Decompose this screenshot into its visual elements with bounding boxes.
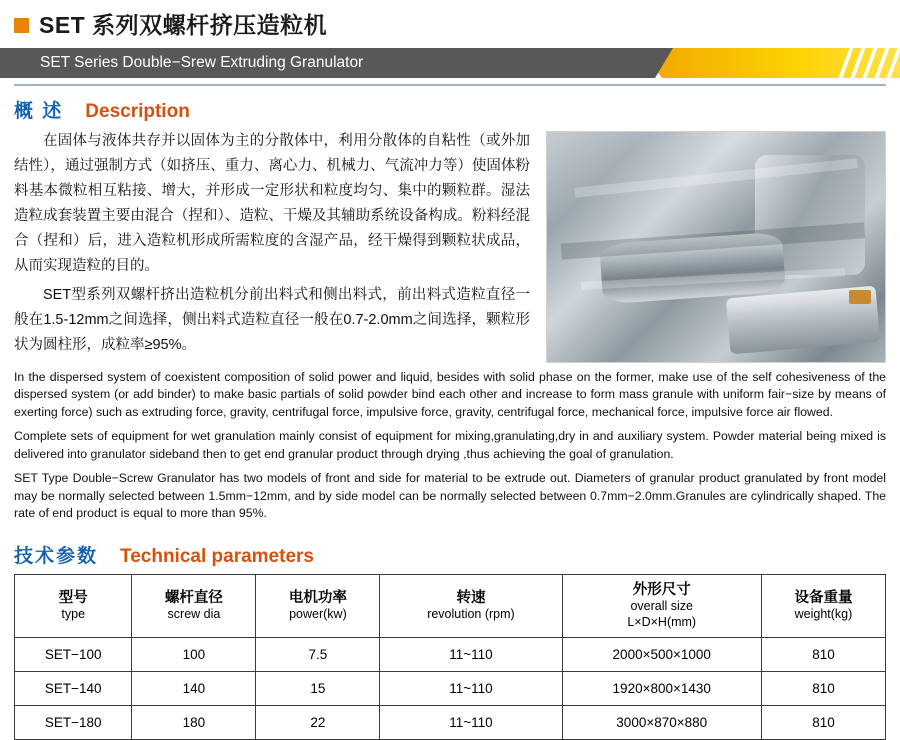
header-en-weight: weight(kg) xyxy=(794,606,853,621)
header-cn-weight: 设备重量 xyxy=(794,589,853,606)
cell-type: SET−100 xyxy=(15,637,132,671)
table-header-cell-type xyxy=(15,574,132,637)
header-cn-overall-size: 外形尺寸 xyxy=(632,581,691,598)
product-photo xyxy=(546,131,886,363)
header-en-type: type xyxy=(61,606,86,621)
table-header-cell-revolution xyxy=(380,574,562,637)
parameters-table xyxy=(14,574,886,740)
header-cn-type: 型号 xyxy=(58,589,88,606)
description-block xyxy=(0,129,900,357)
cell-screw-dia: 140 xyxy=(132,671,256,705)
table-header-row xyxy=(15,574,886,637)
header-stripes-decoration xyxy=(836,48,900,78)
header-cn-screw-dia: 螺杆直径 xyxy=(164,589,223,606)
section-title-parameters-cn: 技术参数 xyxy=(14,545,99,567)
table-row xyxy=(15,671,886,705)
description-english-block xyxy=(0,361,900,522)
cell-revolution: 11~110 xyxy=(380,637,562,671)
header-subtitle: SET Series Double−Srew Extruding Granulator xyxy=(0,48,655,78)
page-title: SET 系列双螺杆挤压造粒机 xyxy=(39,11,328,38)
section-title-description-en: Description xyxy=(85,101,190,122)
header-en2-overall-size: L×D×H(mm) xyxy=(627,614,697,629)
cell-revolution: 11~110 xyxy=(380,705,562,739)
cell-type: SET−180 xyxy=(15,705,132,739)
header-underline xyxy=(14,84,886,86)
table-header-cell-screw-dia xyxy=(132,574,256,637)
description-en-paragraph-2: Complete sets of equipment for wet granulation mainly consist of equipment for mixing,granulating,dry in and auxiliary system. Powder material being mixed is delivered into granulator sideband then to get end granular product through drying ,thus achieving the goal of granulation. xyxy=(14,429,886,461)
section-title-parameters xyxy=(14,541,900,568)
table-header-cell-weight xyxy=(761,574,885,637)
section-title-description-cn: 概 述 xyxy=(14,101,64,122)
cell-power: 7.5 xyxy=(256,637,380,671)
header-en-screw-dia: screw dia xyxy=(167,606,221,621)
header-cn-power: 电机功率 xyxy=(288,589,347,606)
page-header xyxy=(0,0,900,78)
photo-label-tag xyxy=(849,290,871,304)
cell-weight: 810 xyxy=(761,671,885,705)
cell-overall-size: 3000×870×880 xyxy=(562,705,761,739)
cell-type: SET−140 xyxy=(15,671,132,705)
cell-revolution: 11~110 xyxy=(380,671,562,705)
description-cn-paragraph-1: 在固体与液体共存并以固体为主的分散体中，利用分散体的自粘性（或外加结性），通过强制方式（如挤压、重力、离心力、机械力、气流冲力等）使固体粉料基本微粒相互粘接、增大，并形成一定形状和粒度均匀、集中的颗粒群。湿法造粒成套装置主要由混合（捏和）、造粒、干燥及其辅助系统设备构成。粉料经混合（捏和）后，进入造粒机形成所需粒度的含湿产品，经干燥得到颗粒状成品，从而实现造粒的目的。 xyxy=(14,133,530,274)
table-header-cell-overall-size xyxy=(562,574,761,637)
header-en-revolution: revolution (rpm) xyxy=(427,606,515,621)
cell-power: 22 xyxy=(256,705,380,739)
parameters-table-wrap xyxy=(0,574,900,740)
table-header-cell-power xyxy=(256,574,380,637)
description-cn-paragraph-2: SET型系列双螺杆挤出造粒机分前出料式和侧出料式，前出料式造粒直径一般在1.5-12mm之间选择，侧出料式造粒直径一般在0.7-2.0mm之间选择，颗粒形状为圆柱形，成粒率≥95%。 xyxy=(14,286,530,353)
cell-screw-dia: 180 xyxy=(132,705,256,739)
description-en-paragraph-1: In the dispersed system of coexistent composition of solid power and liquid, besides with solid phase on the former, make use of the self cohesiveness of the dispersed system (or add binder) to make basic partials of solid powder bind each other and increase to form mass granule with uniform fair−size by means of exerting force) such as extruding force, gravity, centrifugal force, impulsive force, gravity, centrifugal force, mechanical force, impulsive force air flowed. xyxy=(14,370,886,419)
cell-overall-size: 2000×500×1000 xyxy=(562,637,761,671)
header-en-overall-size: overall size xyxy=(630,599,693,614)
table-row xyxy=(15,637,886,671)
cell-overall-size: 1920×800×1430 xyxy=(562,671,761,705)
cell-screw-dia: 100 xyxy=(132,637,256,671)
header-title-row xyxy=(0,0,900,42)
cell-power: 15 xyxy=(256,671,380,705)
header-subtitle-bar xyxy=(0,48,900,78)
section-title-parameters-en: Technical parameters xyxy=(120,545,314,567)
section-title-description xyxy=(14,96,900,123)
description-en-paragraph-3: SET Type Double−Screw Granulator has two models of front and side for material to be extrude out. Diameters of granular product granulated by front model may be normally selected between 1.5mm−12mm, and by side model can be normally selected between 0.7mm−2.0mm.Granules are cylindrically shaped. The rate of end product is equal to more than 95%. xyxy=(14,471,886,521)
header-cn-revolution: 转速 xyxy=(456,589,486,606)
cell-weight: 810 xyxy=(761,637,885,671)
header-en-power: power(kw) xyxy=(289,606,347,621)
orange-square-icon xyxy=(14,18,29,33)
table-row xyxy=(15,705,886,739)
cell-weight: 810 xyxy=(761,705,885,739)
